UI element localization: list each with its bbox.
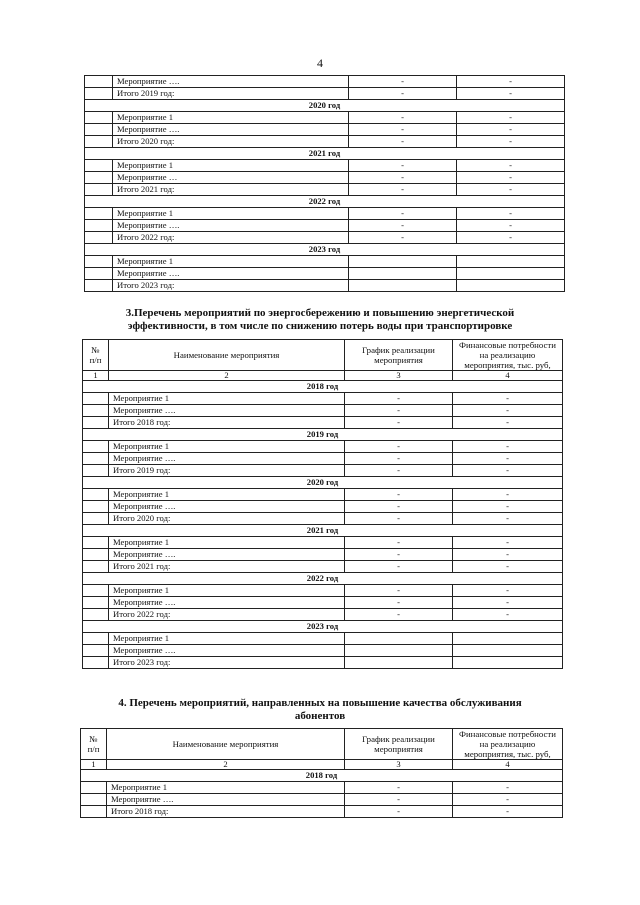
table-row [85,76,565,88]
finance-cell: - [453,501,563,513]
finance-cell: - [453,537,563,549]
table-row [85,220,565,232]
schedule-cell: - [345,417,453,429]
total-row [83,657,563,669]
measure-name: Мероприятие 1 [113,112,349,124]
total-label: Итого 2021 год: [109,561,345,573]
measure-name: Мероприятие 1 [113,208,349,220]
row-number-cell [83,441,109,453]
row-number-cell [83,645,109,657]
row-number-cell [83,609,109,621]
row-number-cell [85,220,113,232]
header-name: Наименование мероприятия [109,340,345,371]
column-number: 3 [345,760,453,770]
year-heading: 2019 год [83,429,563,441]
measure-name: Мероприятие 1 [113,160,349,172]
year-heading: 2020 год [83,477,563,489]
schedule-cell: - [345,561,453,573]
row-number-cell [85,208,113,220]
year-row [83,429,563,441]
year-row [83,525,563,537]
finance-cell: - [457,124,565,136]
row-number-cell [83,513,109,525]
row-number-cell [85,232,113,244]
table-row [81,782,563,794]
schedule-cell: - [349,232,457,244]
schedule-cell: - [345,549,453,561]
total-label: Итого 2021 год: [113,184,349,196]
schedule-cell: - [345,513,453,525]
row-number-cell [83,453,109,465]
section-4-table [80,728,563,818]
measure-name: Мероприятие 1 [109,393,345,405]
row-number-cell [83,537,109,549]
measure-name: Мероприятие …. [113,76,349,88]
table-row [85,256,565,268]
table-row [85,112,565,124]
year-row [83,621,563,633]
finance-cell: - [453,597,563,609]
finance-cell: - [453,441,563,453]
finance-cell: - [457,232,565,244]
schedule-cell: - [345,393,453,405]
total-label: Итого 2022 год: [109,609,345,621]
schedule-cell: - [345,465,453,477]
schedule-cell [349,268,457,280]
table-row [83,597,563,609]
measure-name: Мероприятие …. [107,794,345,806]
column-number: 2 [109,371,345,381]
row-number-cell [83,489,109,501]
year-row [85,148,565,160]
row-number-cell [83,585,109,597]
section-4-header-row [81,729,563,760]
row-number-cell [85,256,113,268]
finance-cell: - [457,160,565,172]
section-3-table [82,339,563,669]
schedule-cell: - [349,124,457,136]
year-heading: 2018 год [83,381,563,393]
section-3-title-line1: 3.Перечень мероприятий по энергосбережению и повышению энергетической [125,307,515,319]
row-number-cell [85,124,113,136]
schedule-cell: - [349,76,457,88]
year-heading: 2018 год [81,770,563,782]
header-finance: Финансовые потребности на реализацию мероприятия, тыс. руб, [453,729,563,760]
total-row [81,806,563,818]
total-row [85,184,565,196]
year-row [81,770,563,782]
finance-cell: - [453,782,563,794]
measure-name: Мероприятие 1 [109,489,345,501]
schedule-cell: - [345,585,453,597]
column-number: 1 [83,371,109,381]
row-number-cell [83,561,109,573]
column-number: 3 [345,371,453,381]
finance-cell [453,645,563,657]
schedule-cell: - [349,220,457,232]
row-number-cell [85,280,113,292]
schedule-cell: - [345,597,453,609]
row-number-cell [83,657,109,669]
finance-cell: - [453,549,563,561]
measure-name: Мероприятие …. [113,220,349,232]
total-row [85,232,565,244]
header-schedule: График реализации мероприятия [345,340,453,371]
section-3-header-row [83,340,563,371]
measure-name: Мероприятие … [113,172,349,184]
section-4-title-line1: 4. Перечень мероприятий, направленных на повышение качества обслуживания [118,697,522,709]
year-row [83,381,563,393]
finance-cell: - [457,76,565,88]
schedule-cell: - [349,208,457,220]
measure-name: Мероприятие …. [109,549,345,561]
total-label: Итого 2020 год: [113,136,349,148]
row-number-cell [83,417,109,429]
schedule-cell: - [345,537,453,549]
table-row [83,489,563,501]
measure-name: Мероприятие …. [109,405,345,417]
year-heading: 2023 год [85,244,565,256]
measure-name: Мероприятие 1 [109,633,345,645]
section-3-column-numbers [83,371,563,381]
finance-cell: - [457,184,565,196]
finance-cell: - [453,405,563,417]
table-row [85,124,565,136]
table-row [85,268,565,280]
table-row [83,393,563,405]
total-row [83,417,563,429]
total-row [83,465,563,477]
column-number: 4 [453,760,563,770]
finance-cell [453,657,563,669]
finance-cell: - [453,453,563,465]
finance-cell: - [457,220,565,232]
schedule-cell: - [349,136,457,148]
column-number: 1 [81,760,107,770]
table-row [83,405,563,417]
schedule-cell: - [345,609,453,621]
schedule-cell [345,657,453,669]
finance-cell [457,256,565,268]
finance-cell: - [457,172,565,184]
year-heading: 2022 год [85,196,565,208]
section-3-title [80,307,560,333]
total-label: Итого 2018 год: [109,417,345,429]
year-heading: 2022 год [83,573,563,585]
row-number-cell [85,88,113,100]
finance-cell: - [453,794,563,806]
total-label: Итого 2019 год: [109,465,345,477]
year-heading: 2021 год [83,525,563,537]
header-finance: Финансовые потребности на реализацию мероприятия, тыс. руб, [453,340,563,371]
schedule-cell: - [349,184,457,196]
finance-cell: - [453,417,563,429]
measure-name: Мероприятие …. [113,124,349,136]
table-row [83,549,563,561]
row-number-cell [83,549,109,561]
table-row [85,208,565,220]
section-4-title [80,697,560,723]
measure-name: Мероприятие …. [109,645,345,657]
table-row [85,160,565,172]
schedule-cell [345,645,453,657]
schedule-cell: - [345,806,453,818]
total-label: Итого 2019 год: [113,88,349,100]
column-number: 4 [453,371,563,381]
table-row [83,645,563,657]
header-schedule: График реализации мероприятия [345,729,453,760]
year-row [85,100,565,112]
total-label: Итого 2023 год: [113,280,349,292]
table-row [83,633,563,645]
finance-cell: - [453,489,563,501]
finance-cell: - [457,112,565,124]
finance-cell: - [457,136,565,148]
measure-name: Мероприятие …. [109,597,345,609]
section-4-column-numbers [81,760,563,770]
total-row [83,609,563,621]
measure-name: Мероприятие 1 [107,782,345,794]
total-row [85,280,565,292]
schedule-cell: - [349,88,457,100]
total-label: Итого 2023 год: [109,657,345,669]
header-name: Наименование мероприятия [107,729,345,760]
row-number-cell [85,184,113,196]
finance-cell: - [453,806,563,818]
row-number-cell [85,76,113,88]
schedule-cell [349,280,457,292]
schedule-cell: - [345,501,453,513]
year-heading: 2023 год [83,621,563,633]
schedule-cell: - [349,160,457,172]
finance-cell: - [453,393,563,405]
measure-name: Мероприятие 1 [109,585,345,597]
measure-name: Мероприятие …. [109,453,345,465]
row-number-cell [85,268,113,280]
schedule-cell: - [345,794,453,806]
finance-cell: - [453,465,563,477]
table-row [85,172,565,184]
finance-cell: - [453,513,563,525]
section-4-title-line2: абонентов [294,710,346,722]
continuation-table [84,75,565,292]
measure-name: Мероприятие 1 [109,537,345,549]
row-number-cell [85,172,113,184]
row-number-cell [81,806,107,818]
finance-cell [453,633,563,645]
finance-cell: - [453,609,563,621]
total-label: Итого 2020 год: [109,513,345,525]
schedule-cell: - [349,112,457,124]
year-row [83,573,563,585]
table-row [81,794,563,806]
row-number-cell [83,465,109,477]
table-row [83,537,563,549]
row-number-cell [83,633,109,645]
header-number: № п/п [81,729,107,760]
finance-cell: - [453,561,563,573]
column-number: 2 [107,760,345,770]
measure-name: Мероприятие …. [109,501,345,513]
finance-cell [457,280,565,292]
measure-name: Мероприятие 1 [109,441,345,453]
year-heading: 2020 год [85,100,565,112]
table-row [83,501,563,513]
schedule-cell: - [345,782,453,794]
finance-cell: - [457,88,565,100]
page-number: 4 [317,56,323,70]
measure-name: Мероприятие …. [113,268,349,280]
schedule-cell: - [345,489,453,501]
row-number-cell [85,136,113,148]
header-number: № п/п [83,340,109,371]
total-row [85,136,565,148]
schedule-cell: - [345,453,453,465]
schedule-cell [349,256,457,268]
schedule-cell: - [349,172,457,184]
year-row [85,244,565,256]
total-row [83,513,563,525]
row-number-cell [83,501,109,513]
total-label: Итого 2018 год: [107,806,345,818]
total-row [83,561,563,573]
year-row [83,477,563,489]
table-row [83,453,563,465]
table-row [83,441,563,453]
finance-cell: - [453,585,563,597]
finance-cell [457,268,565,280]
row-number-cell [85,112,113,124]
schedule-cell [345,633,453,645]
total-label: Итого 2022 год: [113,232,349,244]
table-row [83,585,563,597]
row-number-cell [83,393,109,405]
year-heading: 2021 год [85,148,565,160]
row-number-cell [81,782,107,794]
row-number-cell [85,160,113,172]
schedule-cell: - [345,405,453,417]
measure-name: Мероприятие 1 [113,256,349,268]
section-3-title-line2: эффективности, в том числе по снижению потерь воды при транспортировке [127,320,513,332]
total-row [85,88,565,100]
row-number-cell [83,597,109,609]
schedule-cell: - [345,441,453,453]
finance-cell: - [457,208,565,220]
row-number-cell [81,794,107,806]
row-number-cell [83,405,109,417]
year-row [85,196,565,208]
